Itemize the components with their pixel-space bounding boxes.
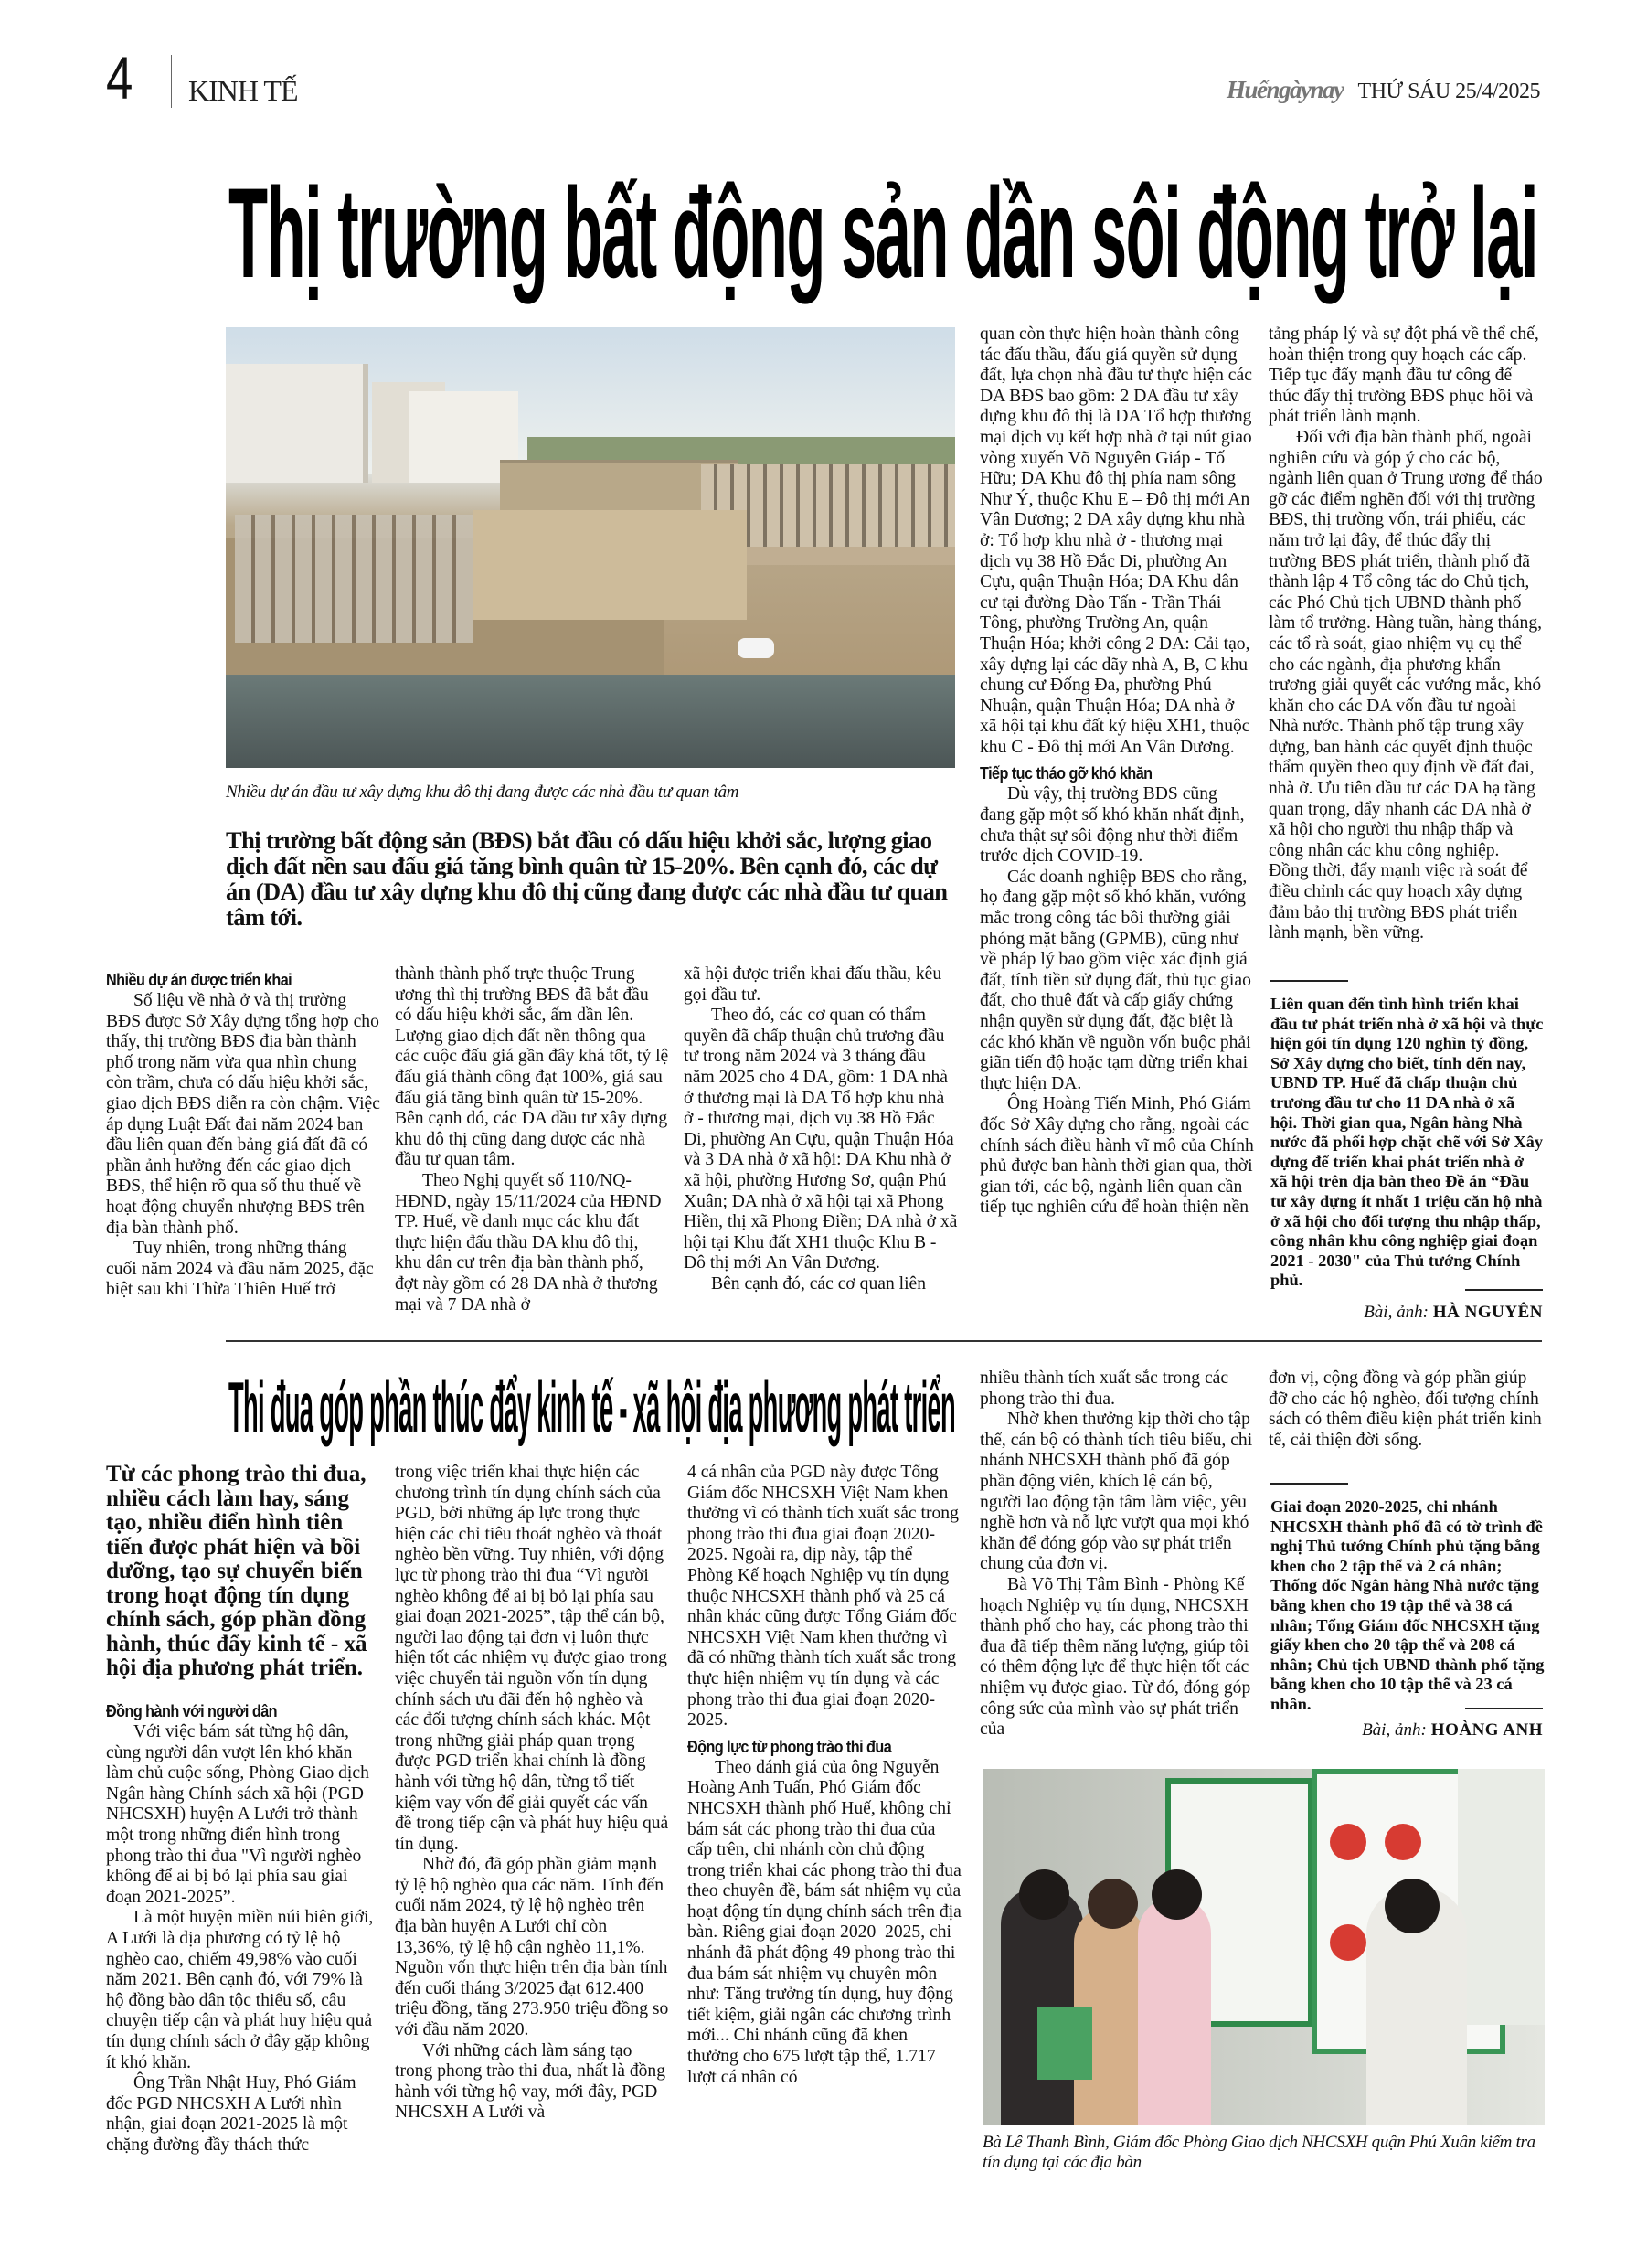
section-name: KINH TẾ (188, 74, 298, 107)
article2-column-1 (106, 1696, 380, 2156)
box-rule-top (1270, 1483, 1348, 1485)
article1-photo-construction-site (226, 327, 955, 768)
article2-column-2 (395, 1463, 669, 2124)
article2-column-5 (1269, 1368, 1543, 1451)
subheading: Đồng hành với người dân (106, 1702, 278, 1720)
paragraph: Theo đánh giá của ông Nguyễn Hoàng Anh Tuấn, Phó Giám đốc NHCSXH thành phố Huế, không chỉ bám sát các phong trào thi đua của cấp trên, chi nhánh còn chủ động trong triển khai các phong trào thi đua theo chuyên đề, bám sát nhiệm vụ của hoạt động tín dụng chính sách trên địa bàn. Riêng giai đoạn 2020–2025, chi nhánh đã phát động 49 phong trào thi đua bám sát nhiệm vụ chuyên môn như: Tăng trưởng tín dụng, huy động tiết kiệm, giải ngân các chương trình mới... Chi nhánh cũng đã khen thưởng cho 675 lượt tập thể, 1.717 lượt cá nhân có (687, 1757, 962, 2087)
article2-byline (1269, 1720, 1543, 1741)
paragraph: Số liệu về nhà ở và thị trường BĐS được Sở Xây dựng tổng hợp cho thấy, thị trường BĐS địa bàn thành phố trong năm vừa qua nhìn chung còn trầm, chưa có dấu hiệu khởi sắc, giao dịch BĐS diễn ra còn chậm. Việc áp dụng Luật Đất đai năm 2024 ban đầu liên quan đến bảng giá đất đã có phần ảnh hưởng đến các giao dịch BĐS, thể hiện rõ qua số thu thuế về hoạt động chuyển nhượng BĐS trên địa bàn thành phố. (106, 991, 380, 1238)
paragraph: Với những cách làm sáng tạo trong phong trào thi đua, nhất là đồng hành với từng hộ vay, mới đây, PGD NHCSXH A Lưới và (395, 2040, 666, 2123)
paragraph: Theo Nghị quyết số 110/NQ-HĐND, ngày 15/11/2024 của HĐND TP. Huế, về danh mục các khu đất thực hiện đấu thầu DA khu đô thị, khu dân cư trên địa bàn thành phố, đợt này gồm có 28 DA nhà ở thương mại và 7 DA nhà ở (395, 1170, 662, 1315)
paragraph: nhiều thành tích xuất sắc trong các phong trào thi đua. (980, 1368, 1229, 1409)
article2-photo-bank-staff (983, 1769, 1545, 2125)
article1-column-5 (1269, 325, 1543, 944)
article2-headline (228, 1367, 955, 1449)
paragraph: Bà Võ Thị Tâm Bình - Phòng Kế hoạch Nghiệp vụ tín dụng, NHCSXH thành phố cho hay, các phong trào thi đua đã tiếp thêm năng lượng, giúp tôi có thêm động lực để thực hiện tốt các nhiệm vụ được giao. Từ đó, đóng góp công sức của mình vào sự phát triển của (980, 1574, 1251, 1740)
article2-lead: Từ các phong trào thi đua, nhiều cách làm hay, sáng tạo, nhiều điển hình tiên tiến được phát hiện và bồi dưỡng, tạo sự chuyển biến trong hoạt động tín dụng chính sách, góp phần đồng hành, thúc đẩy kinh tế - xã hội địa phương phát triển. (106, 1462, 367, 1680)
paragraph: Nhờ khen thưởng kịp thời cho tập thể, cán bộ có thành tích tiêu biểu, chi nhánh NHCSXH thành phố đã góp phần động viên, khích lệ cán bộ, người lao động tận tâm làm việc, yêu nghề hơn và nỗ lực vượt qua mọi khó khăn để đóng góp vào sự phát triển chung của đơn vị. (980, 1410, 1253, 1574)
paragraph: quan còn thực hiện hoàn thành công tác đấu thầu, đấu giá quyền sử dụng đất, lựa chọn nhà đầu tư thực hiện các DA BĐS bao gồm: 2 DA đầu tư xây dựng khu đô thị là DA Tổ hợp thương mại dịch vụ kết hợp nhà ở tại nút giao vòng xuyến Võ Nguyên Giáp - Tố Hữu; DA Khu đô thị phía nam sông Như Ý, thuộc Khu E – Đô thị mới An Vân Dương; 2 DA xây dựng khu nhà ở: Tổ hợp khu nhà ở - thương mại dịch vụ 38 Hồ Đắc Di, phường An Cựu, quận Thuận Hóa; DA Khu dân cư tại đường Đào Tấn - Trần Thái Tông, phường Trường An, quận Thuận Hóa; khởi công 2 DA: Cải tạo, xây dựng lại các dãy nhà A, B, C khu chung cư Đống Đa, phường Phú Nhuận, quận Thuận Hóa; DA nhà ở xã hội tại khu đất ký hiệu XH1, thuộc khu C - Đô thị mới An Vân Dương. (980, 325, 1252, 757)
byline-author: HOÀNG ANH (1430, 1720, 1543, 1740)
article1-photo-caption: Nhiều dự án đầu tư xây dựng khu đô thị đang được các nhà đầu tư quan tâm (226, 783, 739, 802)
box-rule-bottom (1465, 1289, 1543, 1291)
article2-column-4 (980, 1368, 1254, 1741)
paragraph: Đối với địa bàn thành phố, ngoài nghiên cứu và góp ý cho các bộ, ngành liên quan ở Trung ương để tháo gỡ các điểm nghẽn đối với thị trường BĐS, thị trường vốn, trái phiếu, các năm trở lại đây, để thúc đẩy thị trường BĐS phát triển, thành phố đã thành lập 4 Tổ công tác do Chủ tịch, các Phó Chủ tịch UBND thành phố làm tổ trưởng. Hàng tuần, hàng tháng, các tổ rà soát, giao nhiệm vụ cụ thể cho các ngành, địa phương khẩn trương giải quyết các vướng mắc, khó khăn cho các DA vốn đầu tư ngoài Nhà nước. Thành phố tập trung xây dựng, ban hành các quyết định thuộc thẩm quyền theo quy định về đất đai, nhà ở. Ưu tiên đầu tư các DA hạ tầng quan trọng, đẩy nhanh các DA nhà ở xã hội cho người thu nhập thấp và công nhân các khu công nghiệp. Đồng thời, đẩy mạnh việc rà soát để điều chỉnh các quy hoạch xây dựng đảm bảo thị trường BĐS phát triển lành mạnh, bền vững. (1269, 427, 1543, 943)
article1-column-3 (684, 964, 958, 1295)
paragraph: đơn vị, cộng đồng và góp phần giúp đỡ cho các hộ nghèo, đối tượng chính sách có thêm điều kiện phát triển kinh tế, cải thiện đời sống. (1269, 1368, 1542, 1450)
article1-headline-text: Thị trường bất động sản dần sôi động trở lại (228, 161, 1538, 304)
box-rule-top (1270, 980, 1348, 982)
paragraph: Là một huyện miền núi biên giới, A Lưới là địa phương có tỷ lệ hộ nghèo cao, chiếm 49,98% vào cuối năm 2021. Bên cạnh đó, với 79% là hộ đồng bào dân tộc thiểu số, câu chuyện tiếp cận và phát huy hiệu quả tín dụng chính sách ở đây gặp không ít khó khăn. (106, 1908, 374, 2072)
paragraph: Với việc bám sát từng hộ dân, cùng người dân vượt lên khó khăn làm chủ cuộc sống, Phòng Giao dịch Ngân hàng Chính sách xã hội (PGD NHCSXH) huyện A Lưới trở thành một trong những điển hình trong phong trào thi đua "Vì người nghèo không để ai bị bỏ lại phía sau giai đoạn 2021-2025”. (106, 1722, 369, 1907)
paragraph: Ông Hoàng Tiến Minh, Phó Giám đốc Sở Xây dựng cho rằng, ngoài các chính sách điều hành vĩ mô của Chính phủ được ban hành thời gian qua, thời gian tới, các bộ, ngành liên quan cần tiếp tục nghiên cứu để hoàn thiện nền (980, 1094, 1254, 1218)
article1-headline (228, 161, 1538, 304)
paragraph: Ông Trần Nhật Huy, Phó Giám đốc PGD NHCSXH A Lưới nhìn nhận, giai đoạn 2021-2025 là một chặng đường đầy thách thức (106, 2073, 356, 2155)
article2-headline-text: Thi đua góp phần thúc đẩy kinh tế - xã hội địa phương phát triển (228, 1367, 955, 1447)
article1-info-box: Liên quan đến tình hình triển khai đầu tư phát triển nhà ở xã hội và thực hiện gói tín dụng 120 nghìn tỷ đồng, Sở Xây dựng cho biết, tính đến nay, UBND TP. Huế đã chấp thuận chủ trương đầu tư cho 11 DA nhà ở xã hội. Thời gian qua, Ngân hàng Nhà nước đã phối hợp chặt chẽ với Sở Xây dựng để triển khai phát triển nhà ở xã hội trên địa bàn theo Đề án “Đầu tư xây dựng ít nhất 1 triệu căn hộ nhà ở xã hội cho đối tượng thu nhập thấp, công nhân khu công nghiệp giai đoạn 2021 - 2030" của Thủ tướng Chính phủ. (1270, 995, 1544, 1290)
paragraph: trong việc triển khai thực hiện các chương trình tín dụng chính sách của PGD, bởi những áp lực trong thực hiện các chỉ tiêu thoát nghèo và thoát nghèo bền vững. Tuy nhiên, với động lực từ phong trào thi đua “Vì người nghèo không để ai bị bỏ lại phía sau giai đoạn 2021-2025”, tập thể cán bộ, người lao động tại đơn vị luôn thực hiện tốt các nhiệm vụ được giao trong việc chuyển tải nguồn vốn tín dụng chính sách ưu đãi đến hộ nghèo và các đối tượng chính sách khác. Một trong những giải pháp quan trọng được PGD triển khai chính là đồng hành với từng hộ dân, từng tổ tiết kiệm vay vốn để giải quyết các vấn đề trong tiếp cận và phát huy hiệu quả tín dụng. (395, 1463, 669, 1854)
byline-label: Bài, ảnh: (1364, 1303, 1429, 1322)
subheading: Nhiều dự án được triển khai (106, 971, 292, 989)
masthead (1227, 77, 1540, 104)
paragraph: Nhờ đó, đã góp phần giảm mạnh tỷ lệ hộ nghèo qua các năm. Tính đến cuối năm 2024, tỷ lệ hộ nghèo trên địa bàn huyện A Lưới chỉ còn 13,36%, tỷ lệ hộ cận nghèo 11,1%. Nguồn vốn thực hiện trên địa bàn tính đến cuối tháng 3/2025 đạt 612.400 triệu đồng, tăng 273.950 triệu đồng so với đầu năm 2020. (395, 1855, 669, 2040)
paragraph: thành thành phố trực thuộc Trung ương thì thị trường BĐS đã bắt đầu có dấu hiệu khởi sắc, ấm dần lên. Lượng giao dịch đất nền thông qua các cuộc đấu giá gần đây khá tốt, tỷ lệ đấu giá thành công đạt 100%, giá sau đấu giá tăng bình quân từ 15-20%. Bên cạnh đó, các DA đầu tư xây dựng khu đô thị cũng đang được các nhà đầu tư quan tâm. (395, 964, 669, 1170)
paragraph: Bên cạnh đó, các cơ quan liên (711, 1273, 927, 1294)
paragraph: Tuy nhiên, trong những tháng cuối năm 2024 và đầu năm 2025, đặc biệt sau khi Thừa Thiên Huế trở (106, 1239, 374, 1300)
box-rule-bottom (1465, 1708, 1543, 1709)
header-divider (171, 55, 172, 108)
issue-date: THỨ SÁU 25/4/2025 (1357, 80, 1540, 103)
article2-info-box: Giai đoạn 2020-2025, chi nhánh NHCSXH thành phố đã có tờ trình đề nghị Thủ tướng Chính phủ tặng bằng khen cho 2 tập thể và 2 cá nhân; Thống đốc Ngân hàng Nhà nước tặng bằng khen cho 19 tập thể và 38 cá nhân; Tổng Giám đốc NHCSXH tặng giấy khen cho 20 tập thể và 208 cá nhân; Chủ tịch UBND thành phố tặng bằng khen cho 10 tập thể và 23 cá nhân. (1270, 1497, 1545, 1713)
article-separator (226, 1340, 1542, 1342)
subheading: Động lực từ phong trào thi đua (687, 1737, 892, 1756)
newspaper-logo: Huếngàynay (1227, 76, 1344, 103)
article1-byline (1269, 1303, 1543, 1323)
subheading: Tiếp tục tháo gỡ khó khăn (980, 764, 1153, 783)
article1-column-2 (395, 964, 669, 1315)
paragraph: xã hội được triển khai đấu thầu, kêu gọi đầu tư. (684, 964, 942, 1005)
article1-column-1 (106, 964, 380, 1301)
article2-photo-caption: Bà Lê Thanh Bình, Giám đốc Phòng Giao dịch NHCSXH quận Phú Xuân kiểm tra tín dụng tại các địa bàn (983, 2133, 1535, 2172)
byline-author: HÀ NGUYÊN (1432, 1303, 1543, 1322)
byline-label: Bài, ảnh: (1362, 1720, 1427, 1740)
article1-column-4 (980, 325, 1254, 1219)
paragraph: tảng pháp lý và sự đột phá về thể chế, hoàn thiện trong quy hoạch các cấp. Tiếp tục đẩy mạnh đầu tư công để thúc đẩy thị trường BĐS phục hồi và phát triển lành mạnh. (1269, 325, 1539, 427)
paragraph: Theo đó, các cơ quan có thẩm quyền đã chấp thuận chủ trương đầu tư trong năm 2024 và 3 tháng đầu năm 2025 cho 4 DA, gồm: 1 DA nhà ở thương mại là DA Tổ hợp khu nhà ở - thương mại, dịch vụ 38 Hồ Đắc Di, phường An Cựu, quận Thuận Hóa và 3 DA nhà ở xã hội: DA Khu nhà ở xã hội, phường Hương Sơ, quận Phú Xuân; DA nhà ở xã hội tại xã Phong Hiền, thị xã Phong Điền; DA nhà ở xã hội tại Khu đất XH1 thuộc Khu B - Đô thị mới An Vân Dương. (684, 1006, 958, 1273)
paragraph: Dù vậy, thị trường BĐS cũng đang gặp một số khó khăn nhất định, chưa thật sự sôi động như thời điểm trước dịch COVID-19. (980, 784, 1245, 867)
article1-lead: Thị trường bất động sản (BĐS) bắt đầu có dấu hiệu khởi sắc, lượng giao dịch đất nền sau đấu giá tăng bình quân từ 15-20%. Bên cạnh đó, các dự án (DA) đầu tư xây dựng khu đô thị cũng đang được các nhà đầu tư quan tâm tới. (226, 826, 948, 931)
paragraph: 4 cá nhân của PGD này được Tổng Giám đốc NHCSXH Việt Nam khen thưởng vì có thành tích xuất sắc trong phong trào thi đua giai đoạn 2020-2025. Ngoài ra, dịp này, tập thể Phòng Kế hoạch Nghiệp vụ tín dụng thuộc NHCSXH thành phố và 25 cá nhân khác cũng được Tổng Giám đốc NHCSXH Việt Nam khen thưởng vì đã có những thành tích xuất sắc trong thực hiện nhiệm vụ tín dụng và các phong trào thi đua giai đoạn 2020-2025. (687, 1463, 959, 1730)
paragraph: Các doanh nghiệp BĐS cho rằng, họ đang gặp một số khó khăn, vướng mắc trong công tác bồi thường giải phóng mặt bằng (GPMB), cũng như về pháp lý bao gồm việc xác định giá đất, tính tiền sử dụng đất, thủ tục giao đất, cho thuê đất và cấp giấy chứng nhận quyền sử dụng đất, đặc biệt là các khó khăn về nguồn vốn buộc phải giãn tiến độ hoặc tạm dừng triển khai thực hiện DA. (980, 867, 1251, 1093)
article2-column-3 (687, 1463, 962, 2088)
page-number: 4 (106, 44, 133, 112)
